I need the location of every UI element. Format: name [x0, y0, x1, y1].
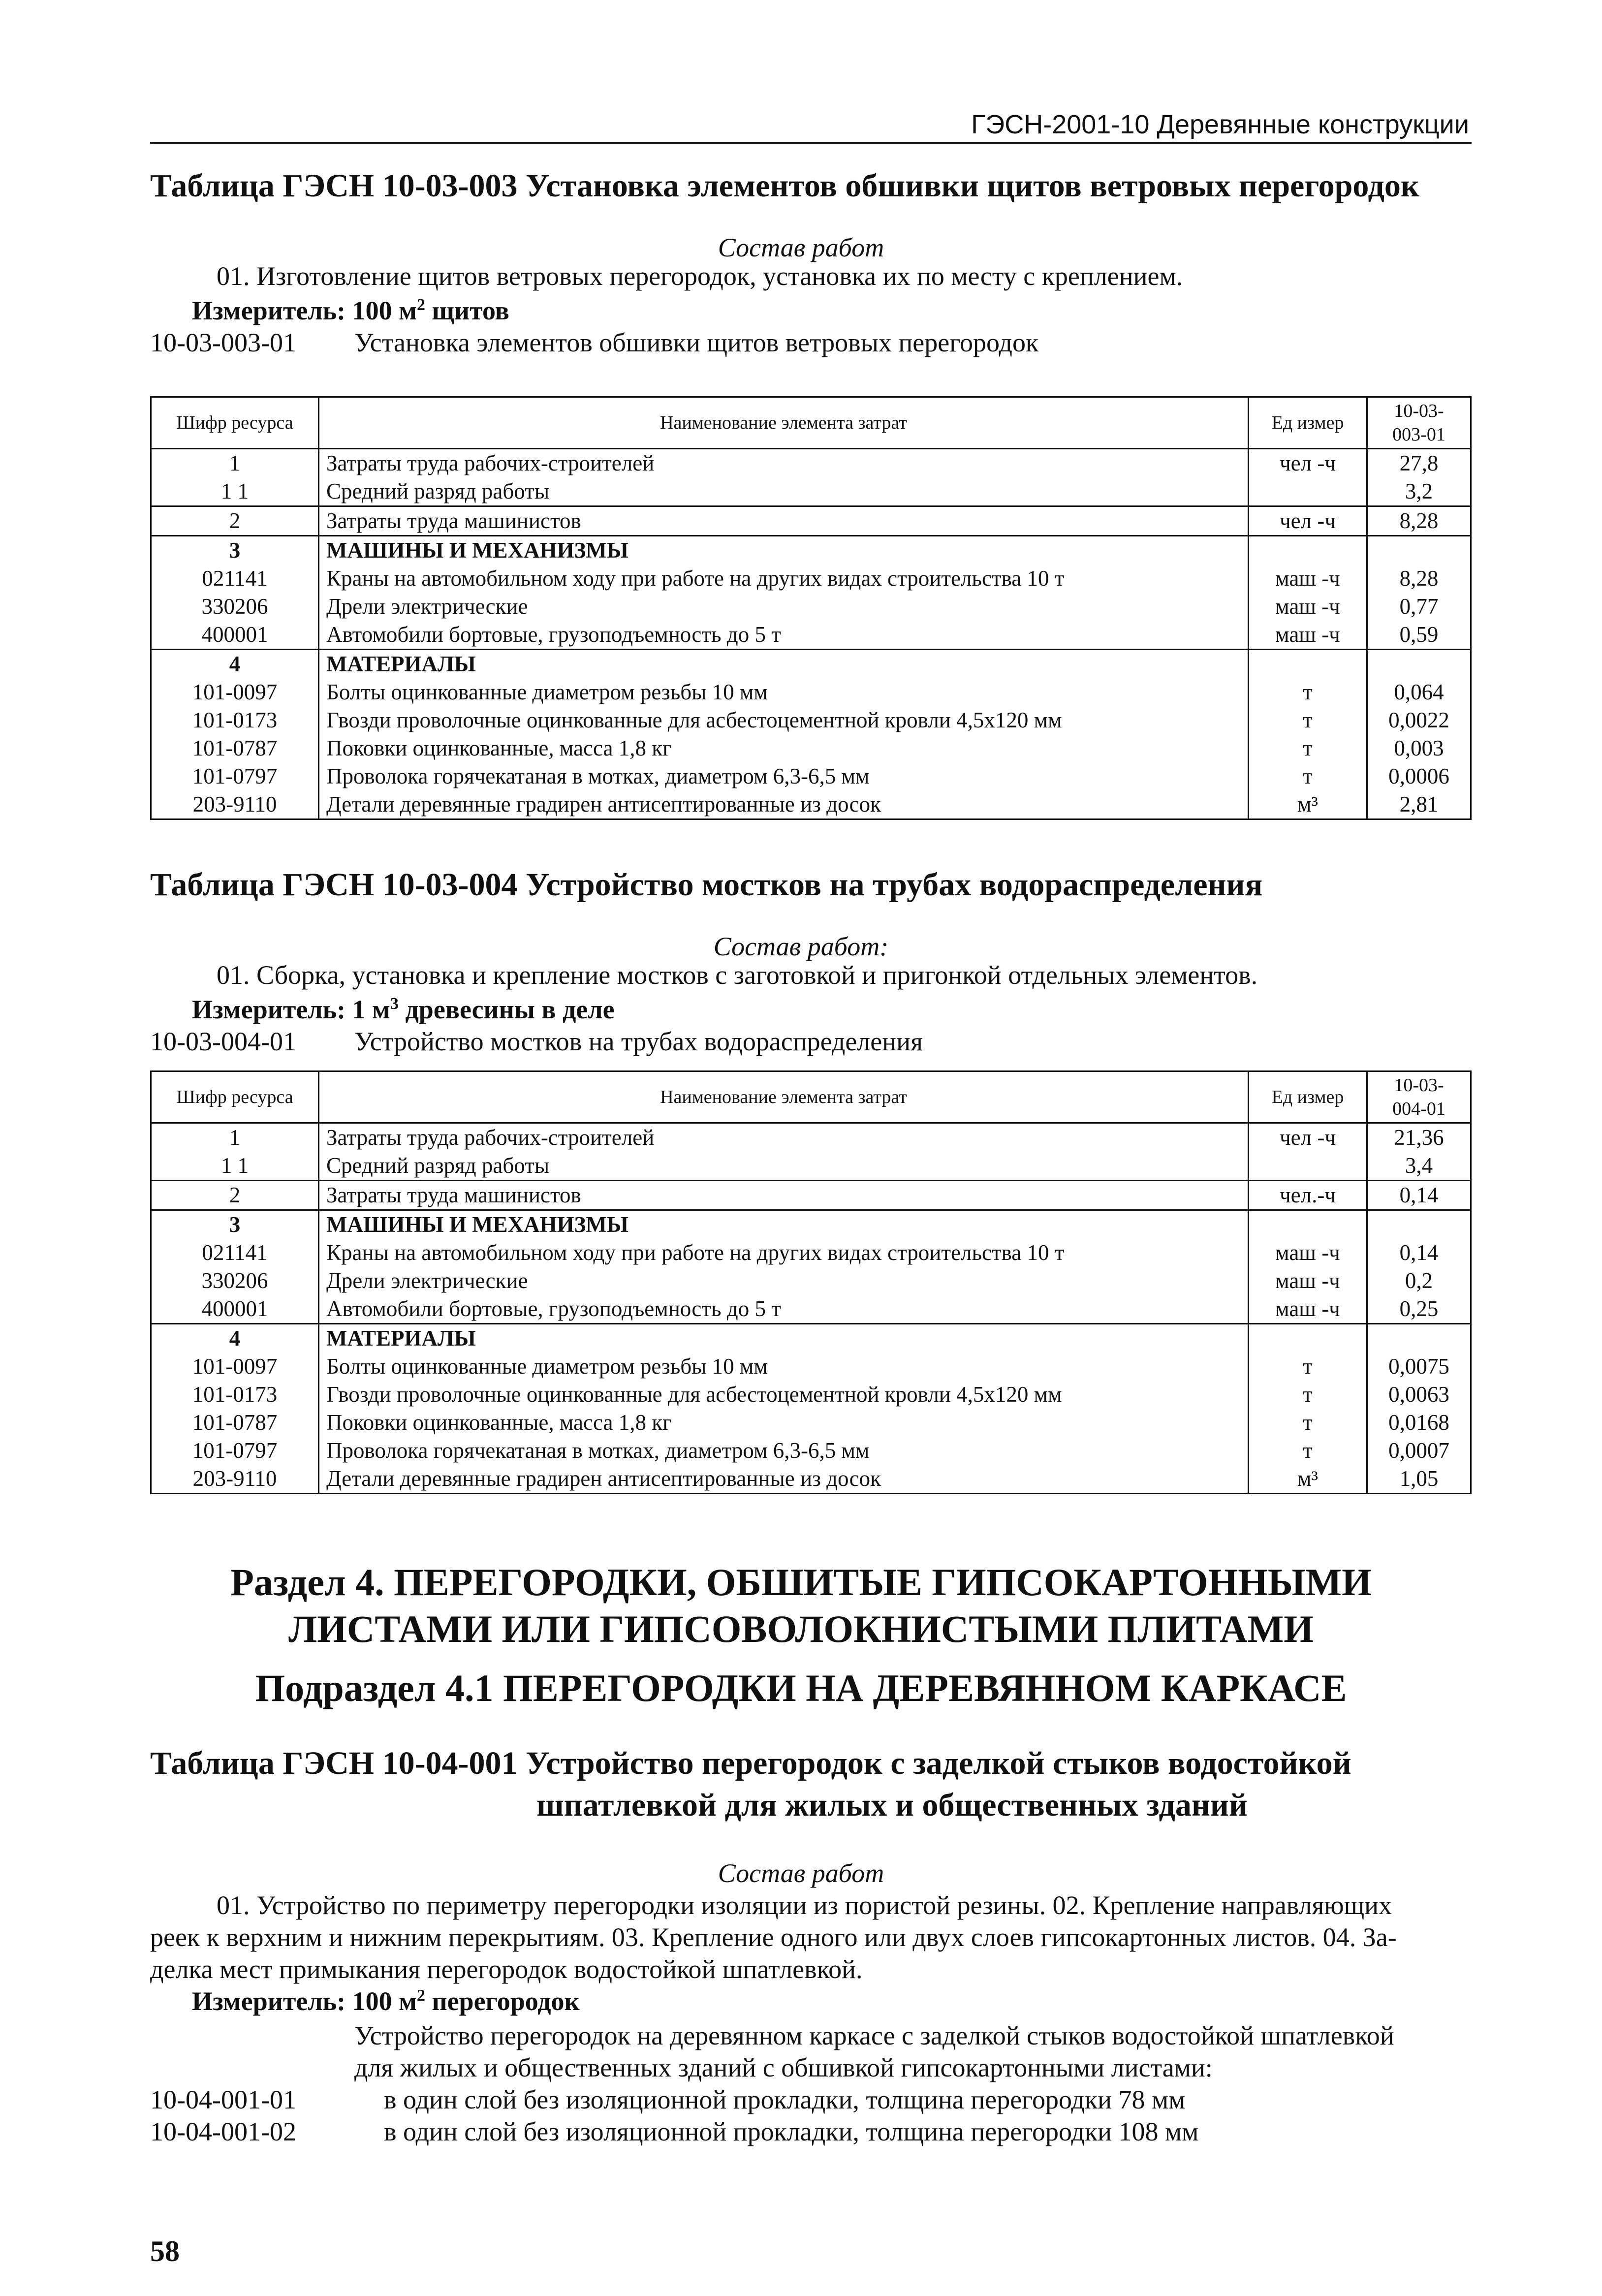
table-row: [151, 678, 1471, 706]
value-cell: 0,0168: [1367, 1409, 1471, 1437]
table-row: [151, 449, 1471, 478]
table2-meter: [192, 994, 615, 1025]
table2-resources: [150, 1070, 1472, 1494]
table-row: [151, 1324, 1471, 1353]
value-cell: 8,28: [1367, 565, 1471, 593]
unit-cell: т: [1249, 1352, 1367, 1381]
resource-name-cell: МАТЕРИАЛЫ: [319, 1324, 1249, 1353]
resource-code-cell: 4: [151, 1324, 319, 1353]
resource-name-cell: Средний разряд работы: [319, 1152, 1249, 1181]
table-row: [151, 536, 1471, 565]
table-row: [151, 1267, 1471, 1295]
col-value-header: 10-03- 004-01: [1367, 1071, 1471, 1123]
table-row: [151, 593, 1471, 621]
table1-meter-value: 100 $м^2$ щитов: [352, 296, 509, 325]
table3-item-code: 10-04-001-01: [150, 2085, 296, 2114]
table3-meter: [192, 1986, 580, 2016]
value-cell: 27,8: [1367, 449, 1471, 478]
resource-code-cell: 3: [151, 536, 319, 565]
value-cell: 2,81: [1367, 790, 1471, 819]
header-rule: [150, 142, 1472, 144]
resource-name-cell: Затраты труда рабочих-строителей: [319, 1123, 1249, 1152]
table3-item-text: в один слой без изоляционной прокладки, толщина перегородки 78 мм: [384, 2085, 1186, 2114]
table1-code: 10-03-003-01: [150, 328, 296, 357]
table1-meter: [192, 295, 509, 326]
table3-item-text: в один слой без изоляционной прокладки, толщина перегородки 108 мм: [384, 2117, 1199, 2146]
resource-name-cell: Болты оцинкованные диаметром резьбы 10 мм: [319, 678, 1249, 706]
col-unit-header: Ед измер: [1249, 1071, 1367, 1123]
table-row: [151, 1239, 1471, 1267]
value-cell: 21,36: [1367, 1123, 1471, 1152]
resource-name-cell: Детали деревянные градирен антисептированные из досок: [319, 1465, 1249, 1494]
table2-works-label: Состав работ:: [713, 932, 889, 961]
unit-cell: чел -ч: [1249, 1123, 1367, 1152]
value-cell: 0,59: [1367, 621, 1471, 650]
table-row: [151, 706, 1471, 734]
table-row: [151, 621, 1471, 650]
resource-code-cell: 101-0787: [151, 1409, 319, 1437]
table3-works-2: реек к верхним и нижним перекрытиям. 03. Крепление одного или двух слоев гипсокартонных листов. 04. За-: [150, 1922, 1397, 1952]
unit-cell: м³: [1249, 1465, 1367, 1494]
resource-code-cell: 101-0787: [151, 734, 319, 762]
section-title-line1: Раздел 4. ПЕРЕГОРОДКИ, ОБШИТЫЕ ГИПСОКАРТОННЫМИ: [230, 1561, 1372, 1604]
unit-cell: [1249, 1324, 1367, 1353]
unit-cell: маш -ч: [1249, 1239, 1367, 1267]
table2-meter-label: Измеритель:: [192, 995, 346, 1024]
table-row: [151, 762, 1471, 790]
value-cell: [1367, 1210, 1471, 1239]
table3-works-1: 01. Устройство по периметру перегородки изоляции из пористой резины. 02. Крепление направляющих: [217, 1890, 1392, 1920]
unit-cell: [1249, 477, 1367, 506]
table-row: [151, 1437, 1471, 1465]
unit-cell: [1249, 1210, 1367, 1239]
table-row: [151, 477, 1471, 506]
value-cell: 0,0075: [1367, 1352, 1471, 1381]
value-cell: 0,14: [1367, 1239, 1471, 1267]
table1-code-desc: Установка элементов обшивки щитов ветровых перегородок: [354, 328, 1039, 357]
col-name-header: Наименование элемента затрат: [319, 397, 1249, 449]
unit-cell: т: [1249, 1409, 1367, 1437]
resource-name-cell: Гвозди проволочные оцинкованные для асбестоцементной кровли 4,5х120 мм: [319, 1381, 1249, 1409]
table3-meter-value: 100 $м^2$ перегородок: [352, 1986, 580, 2016]
resource-name-cell: Проволока горячекатаная в мотках, диаметром 6,3-6,5 мм: [319, 1437, 1249, 1465]
col-name-header: Наименование элемента затрат: [319, 1071, 1249, 1123]
resource-name-cell: Затраты труда машинистов: [319, 506, 1249, 536]
value-cell: 0,003: [1367, 734, 1471, 762]
value-cell: 0,0007: [1367, 1437, 1471, 1465]
resource-code-cell: 203-9110: [151, 1465, 319, 1494]
running-header: ГЭСН-2001-10 Деревянные конструкции: [971, 110, 1469, 139]
unit-cell: т: [1249, 762, 1367, 790]
resource-code-cell: 101-0797: [151, 762, 319, 790]
value-cell: 0,0022: [1367, 706, 1471, 734]
resource-name-cell: Поковки оцинкованные, масса 1,8 кг: [319, 734, 1249, 762]
value-cell: 0,064: [1367, 678, 1471, 706]
resource-code-cell: 1: [151, 449, 319, 478]
resource-name-cell: МАШИНЫ И МЕХАНИЗМЫ: [319, 1210, 1249, 1239]
table1-resources: [150, 396, 1472, 820]
unit-cell: чел.-ч: [1249, 1181, 1367, 1210]
unit-cell: чел -ч: [1249, 449, 1367, 478]
table1-meter-label: Измеритель:: [192, 296, 346, 325]
value-cell: 8,28: [1367, 506, 1471, 536]
table-row: [151, 1123, 1471, 1152]
resource-code-cell: 2: [151, 1181, 319, 1210]
resource-code-cell: 4: [151, 650, 319, 679]
table2-code: 10-03-004-01: [150, 1027, 296, 1056]
resource-code-cell: 1: [151, 1123, 319, 1152]
resource-code-cell: 101-0097: [151, 678, 319, 706]
unit-cell: м³: [1249, 790, 1367, 819]
unit-cell: [1249, 650, 1367, 679]
unit-cell: т: [1249, 706, 1367, 734]
resource-name-cell: Затраты труда машинистов: [319, 1181, 1249, 1210]
value-cell: 0,14: [1367, 1181, 1471, 1210]
table3-title-line2: шпатлевкой для жилых и общественных зданий: [536, 1787, 1248, 1823]
resource-code-cell: 101-0797: [151, 1437, 319, 1465]
unit-cell: маш -ч: [1249, 565, 1367, 593]
unit-cell: [1249, 1152, 1367, 1181]
resource-name-cell: Дрели электрические: [319, 1267, 1249, 1295]
resource-code-cell: 101-0097: [151, 1352, 319, 1381]
resource-name-cell: Гвозди проволочные оцинкованные для асбестоцементной кровли 4,5х120 мм: [319, 706, 1249, 734]
resource-code-cell: 400001: [151, 1295, 319, 1324]
table-row: [151, 1181, 1471, 1210]
value-cell: [1367, 536, 1471, 565]
table2-works: 01. Сборка, установка и крепление мостков с заготовкой и пригонкой отдельных элементов.: [217, 960, 1258, 990]
resource-name-cell: Проволока горячекатаная в мотках, диаметром 6,3-6,5 мм: [319, 762, 1249, 790]
table3-title-line1: Таблица ГЭСН 10-04-001 Устройство перегородок с заделкой стыков водостойкой: [150, 1745, 1351, 1781]
resource-code-cell: 3: [151, 1210, 319, 1239]
resource-code-cell: 330206: [151, 1267, 319, 1295]
table-row: [151, 1409, 1471, 1437]
resource-name-cell: Поковки оцинкованные, масса 1,8 кг: [319, 1409, 1249, 1437]
value-cell: 3,2: [1367, 477, 1471, 506]
value-cell: 0,2: [1367, 1267, 1471, 1295]
resource-code-cell: 1 1: [151, 477, 319, 506]
table3-desc-2: для жилых и общественных зданий с обшивкой гипсокартонными листами:: [354, 2053, 1213, 2082]
value-cell: 0,77: [1367, 593, 1471, 621]
unit-cell: т: [1249, 734, 1367, 762]
resource-name-cell: Болты оцинкованные диаметром резьбы 10 мм: [319, 1352, 1249, 1381]
unit-cell: т: [1249, 678, 1367, 706]
unit-cell: т: [1249, 1437, 1367, 1465]
section-title-line2: ЛИСТАМИ ИЛИ ГИПСОВОЛОКНИСТЫМИ ПЛИТАМИ: [288, 1607, 1314, 1650]
unit-cell: т: [1249, 1381, 1367, 1409]
value-cell: [1367, 650, 1471, 679]
resource-code-cell: 2: [151, 506, 319, 536]
value-cell: 0,0006: [1367, 762, 1471, 790]
table3-works-3: делка мест примыкания перегородок водостойкой шпатлевкой.: [150, 1954, 863, 1984]
col-code-header: Шифр ресурса: [151, 397, 319, 449]
resource-name-cell: МАТЕРИАЛЫ: [319, 650, 1249, 679]
resource-name-cell: Дрели электрические: [319, 593, 1249, 621]
resource-code-cell: 400001: [151, 621, 319, 650]
table-row: [151, 1152, 1471, 1181]
table1-works-label: Состав работ: [718, 233, 884, 262]
table1-works: 01. Изготовление щитов ветровых перегородок, установка их по месту с креплением.: [217, 261, 1183, 291]
table-row: [151, 790, 1471, 819]
resource-name-cell: Краны на автомобильном ходу при работе на других видах строительства 10 т: [319, 565, 1249, 593]
table-row: [151, 734, 1471, 762]
resource-code-cell: 101-0173: [151, 1381, 319, 1409]
value-cell: [1367, 1324, 1471, 1353]
resource-code-cell: 1 1: [151, 1152, 319, 1181]
unit-cell: маш -ч: [1249, 1267, 1367, 1295]
unit-cell: чел -ч: [1249, 506, 1367, 536]
unit-cell: маш -ч: [1249, 593, 1367, 621]
value-cell: 0,0063: [1367, 1381, 1471, 1409]
table2-meter-value: 1 $м^3$ древесины в деле: [352, 995, 615, 1024]
resource-name-cell: Детали деревянные градирен антисептированные из досок: [319, 790, 1249, 819]
table-row: [151, 1352, 1471, 1381]
resource-name-cell: Автомобили бортовые, грузоподъемность до 5 т: [319, 621, 1249, 650]
table-row: [151, 1465, 1471, 1494]
table-row: [151, 1381, 1471, 1409]
resource-name-cell: Автомобили бортовые, грузоподъемность до 5 т: [319, 1295, 1249, 1324]
value-cell: 1,05: [1367, 1465, 1471, 1494]
resource-code-cell: 021141: [151, 565, 319, 593]
subsection-title: Подраздел 4.1 ПЕРЕГОРОДКИ НА ДЕРЕВЯННОМ КАРКАСЕ: [255, 1667, 1347, 1709]
table3-desc-1: Устройство перегородок на деревянном каркасе с заделкой стыков водостойкой шпатлевкой: [354, 2021, 1394, 2050]
value-cell: 3,4: [1367, 1152, 1471, 1181]
resource-name-cell: Затраты труда рабочих-строителей: [319, 449, 1249, 478]
table-row: [151, 506, 1471, 536]
resource-name-cell: Краны на автомобильном ходу при работе на других видах строительства 10 т: [319, 1239, 1249, 1267]
resource-code-cell: 330206: [151, 593, 319, 621]
table2-code-desc: Устройство мостков на трубах водораспределения: [354, 1027, 923, 1056]
table3-item-code: 10-04-001-02: [150, 2117, 296, 2146]
resource-code-cell: 021141: [151, 1239, 319, 1267]
resource-name-cell: Средний разряд работы: [319, 477, 1249, 506]
unit-cell: маш -ч: [1249, 621, 1367, 650]
table-row: [151, 565, 1471, 593]
unit-cell: [1249, 536, 1367, 565]
table3-works-label: Состав работ: [718, 1858, 884, 1888]
table-row: [151, 1210, 1471, 1239]
unit-cell: маш -ч: [1249, 1295, 1367, 1324]
table1-title: Таблица ГЭСН 10-03-003 Установка элементов обшивки щитов ветровых перегородок: [150, 168, 1419, 204]
page-number: 58: [150, 2235, 180, 2267]
value-cell: 0,25: [1367, 1295, 1471, 1324]
resource-code-cell: 203-9110: [151, 790, 319, 819]
table3-meter-label: Измеритель:: [192, 1986, 346, 2016]
table2-title: Таблица ГЭСН 10-03-004 Устройство мостков на трубах водораспределения: [150, 867, 1263, 903]
col-unit-header: Ед измер: [1249, 397, 1367, 449]
table-row: [151, 1295, 1471, 1324]
resource-name-cell: МАШИНЫ И МЕХАНИЗМЫ: [319, 536, 1249, 565]
resource-code-cell: 101-0173: [151, 706, 319, 734]
table-row: [151, 650, 1471, 679]
col-code-header: Шифр ресурса: [151, 1071, 319, 1123]
col-value-header: 10-03- 003-01: [1367, 397, 1471, 449]
